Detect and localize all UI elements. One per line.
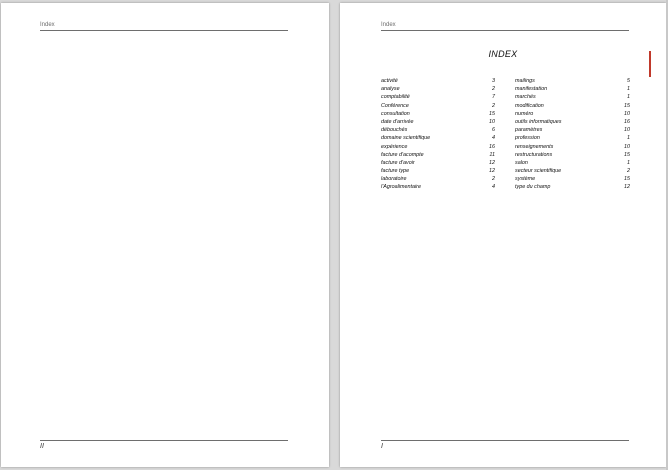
index-page-number: 1 [627,86,630,93]
index-term: secteur scientifique [515,168,562,175]
index-page-number: 10 [624,110,630,117]
index-term: laboratoire [381,176,407,183]
index-entry[interactable] [515,93,630,101]
index-entry[interactable] [381,102,495,110]
index-page-number: 6 [492,127,495,134]
index-entry[interactable] [381,183,495,191]
index-term: activité [381,78,398,84]
index-page-number: 2 [492,102,495,109]
index-page-number: 11 [489,151,495,158]
index-term: l'Agroalimentaire [381,184,421,191]
index-page-number: 10 [624,127,630,134]
index-term: salon [515,159,528,166]
index-page-number: 2 [492,176,495,183]
index-page-number: 15 [624,151,630,158]
page-left [1,3,329,467]
index-term: consultation [381,110,410,117]
index-entry[interactable] [515,175,630,183]
index-term: Conférence [381,102,409,109]
index-entry[interactable] [381,134,495,142]
index-column-right [515,77,630,192]
index-term: expérience [381,143,408,150]
index-term: facture d'acompte [381,151,424,158]
index-page-number: 3 [492,78,495,84]
index-page-number: 12 [489,159,495,166]
index-term: numéro [515,110,534,117]
index-term: restructurations [515,151,553,158]
index-term: débouchés [381,127,408,134]
index-term: domaine scientifique [381,135,431,142]
footer-rule [381,440,629,441]
index-entry[interactable] [381,143,495,151]
index-term: analyse [381,86,400,93]
index-entry[interactable] [381,159,495,167]
index-page-number: 15 [624,102,630,109]
index-page-number: 4 [492,184,495,191]
index-term: marchés [515,94,536,101]
index-term: outils informatiques [515,118,562,125]
index-entry[interactable] [515,85,630,93]
index-page-number: 1 [627,94,630,101]
index-page-number: 1 [627,135,630,142]
index-page-number: 10 [489,118,495,125]
index-page-number: 12 [489,168,495,175]
index-page-number: 16 [489,143,495,150]
page-number: II [40,443,44,450]
index-entry[interactable] [381,151,495,159]
index-page-number: 4 [492,135,495,142]
index-term: mailings [515,78,535,84]
index-entry[interactable] [515,77,630,85]
index-page-number: 16 [624,118,630,125]
index-entry[interactable] [515,167,630,175]
text-cursor-marker [649,51,651,77]
index-entry[interactable] [515,110,630,118]
index-entry[interactable] [381,110,495,118]
index-entry[interactable] [381,77,495,85]
index-term: comptabilité [381,94,410,101]
index-page-number: 12 [624,184,630,191]
index-entry[interactable] [515,183,630,191]
index-term: manifestation [515,86,548,93]
index-term: date d'arrivée [381,118,414,125]
index-entry[interactable] [381,126,495,134]
index-entry[interactable] [381,167,495,175]
header-rule [40,30,288,31]
index-entry[interactable] [381,118,495,126]
index-entry[interactable] [515,143,630,151]
index-page-number: 5 [627,78,630,84]
index-page-number: 7 [492,94,495,101]
index-entry[interactable] [515,102,630,110]
footer-rule [40,440,288,441]
index-page-number: 2 [627,168,630,175]
index-term: paramètres [515,127,543,134]
index-entry[interactable] [381,85,495,93]
index-term: renseignements [515,143,554,150]
index-entry[interactable] [381,175,495,183]
index-term: facture d'avoir [381,159,415,166]
index-column-left [381,77,495,192]
index-page-number: 10 [624,143,630,150]
index-term: système [515,176,536,183]
index-page-number: 2 [492,86,495,93]
page-right [340,3,666,467]
index-page-number: 15 [624,176,630,183]
index-entry[interactable] [515,118,630,126]
header-rule [381,30,629,31]
index-page-number: 15 [489,110,495,117]
index-term: modification [515,102,544,109]
index-entry[interactable] [515,126,630,134]
index-term: type du champ [515,184,551,191]
index-page-number: 1 [627,159,630,166]
running-head: Index [40,22,55,28]
index-title: INDEX [488,49,518,59]
index-term: profession [515,135,540,142]
page-number: I [381,443,383,450]
index-entry[interactable] [515,159,630,167]
index-entry[interactable] [381,93,495,101]
index-term: facture type [381,168,410,175]
running-head: Index [381,22,396,28]
index-entry[interactable] [515,134,630,142]
index-entry[interactable] [515,151,630,159]
